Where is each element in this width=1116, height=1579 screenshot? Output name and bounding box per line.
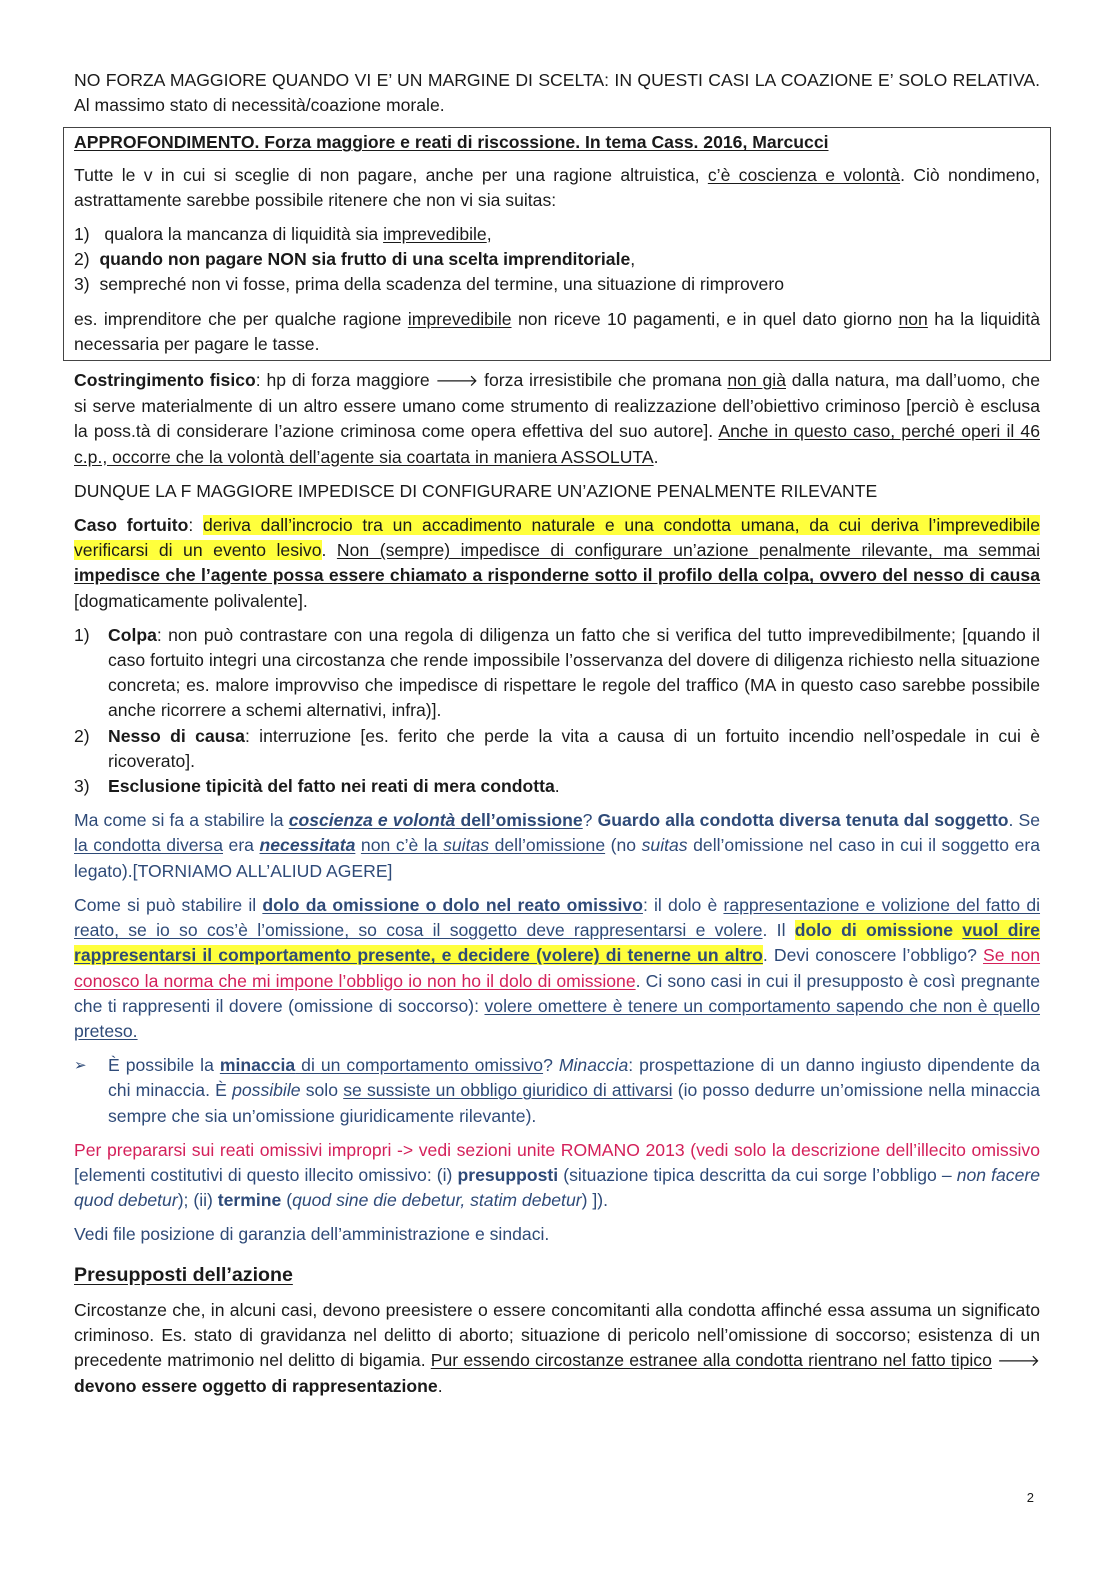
list-item: 3) Esclusione tipicità del fatto nei reati di mera condotta. bbox=[74, 776, 560, 797]
box-list-item: 2) quando non pagare NON sia frutto di una scelta imprenditoriale, bbox=[74, 249, 636, 270]
box-title: APPROFONDIMENTO. Forza maggiore e reati di riscossione. In tema Cass. 2016, Marcucci bbox=[74, 132, 829, 153]
caso-fortuito-paragraph: Caso fortuito: deriva dall’incrocio tra un accadimento naturale e una condotta umana, da cui deriva l’imprevedibile verificarsi di un evento lesivo. Non (sempre) impedisce di configurare un’azione penalmente rilevante, ma semmai impedisce che l’agente possa essere chiamato a risponderne sotto il profilo della colpa, ovvero del nesso di causa [dogmaticamente polivalente]. bbox=[74, 515, 1040, 611]
dunque-paragraph: DUNQUE LA F MAGGIORE IMPEDISCE DI CONFIGURARE UN’AZIONE PENALMENTE RILEVANTE bbox=[74, 480, 878, 501]
prepararsi-paragraph: Per prepararsi sui reati omissivi impropri -> vedi sezioni unite ROMANO 2013 (vedi solo la descrizione dell’illecito omissivo [elementi costitutivi di questo illecito omissivo: (i) presupposti (situazione tipica descritta da cui sorge l’obbligo – non facere quod debetur); (ii) termine (quod sine die debetur, statim debetur) ]). bbox=[74, 1139, 1040, 1211]
box-list-item: 3) sempreché non vi fosse, prima della scadenza del termine, una situazione di rimprovero bbox=[74, 274, 784, 295]
section-heading: Presupposti dell’azione bbox=[74, 1263, 293, 1286]
omissione-paragraph-2: Come si può stabilire il dolo da omissione o dolo nel reato omissivo: il dolo è rappresentazione e volizione del fatto di reato, se io so cos’è l’omissione, so cosa il soggetto deve rappresentarsi e volere. Il dolo di omissione vuol dire rappresentarsi il comportamento presente, e decidere (volere) di tenerne un altro. Devi conoscere l’obbligo? Se non conosco la norma che mi impone l’obbligo io non ho il dolo di omissione. Ci sono casi in cui il presupposto è così pregnante che ti rappresenti il dovere (omissione di soccorso): volere omettere è tenere un comportamento sapendo che non è quello preteso. bbox=[74, 894, 1041, 1041]
list-item: 1) Colpa: non può contrastare con una regola di diligenza un fatto che si verifica del tutto imprevedibilmente; [quando il caso fortuito integri una circostanza che rende impossibile l’osservanza del dovere di diligenza richiesto nella situazione concreta; es. malore improvviso che impedisce di rispettare le regole del traffico (MA in questo caso sarebbe possibile anche ricorrere a schemi alternativi, infra)]. bbox=[74, 624, 1040, 721]
approfondimento-box bbox=[63, 127, 1051, 361]
arrow-right-icon: 🡒 bbox=[435, 373, 479, 391]
presupposti-paragraph: Circostanze che, in alcuni casi, devono preesistere o essere concomitanti alla condotta affinché essa assuma un significato criminoso. Es. stato di gravidanza nel delitto di aborto; situazione di pericolo nell’omissione di soccorso; esistenza di un precedente matrimonio nel delitto di bigamia. Pur essendo circostanze estranee alla condotta rientrano nel fatto tipico 🡒 devono essere oggetto di rappresentazione. bbox=[74, 1299, 1040, 1397]
bullet-arrow-icon: ➢ bbox=[74, 1057, 87, 1075]
box-list-item: 1) qualora la mancanza di liquidità sia imprevedibile, bbox=[74, 224, 492, 245]
box-paragraph-2: es. imprenditore che per qualche ragione imprevedibile non riceve 10 pagamenti, e in quel dato giorno non ha la liquidità necessaria per pagare le tasse. bbox=[74, 308, 1041, 354]
vedi-paragraph: Vedi file posizione di garanzia dell’amministrazione e sindaci. bbox=[74, 1224, 550, 1245]
arrow-right-icon: 🡒 bbox=[997, 1352, 1040, 1370]
list-item: 2) Nesso di causa: interruzione [es. ferito che perde la vita a causa di un fortuito incendio nell’ospedale in cui è ricoverato]. bbox=[74, 725, 1041, 771]
page-number: 2 bbox=[1026, 1490, 1034, 1505]
costringimento-paragraph: Costringimento fisico: hp di forza maggiore 🡒 forza irresistibile che promana non già dalla natura, ma dall’uomo, che si serve materialmente di un altro essere umano come strumento di realizzazione dell’obiettivo criminoso [perciò è esclusa la poss.tà di considerare l’azione criminosa come opera effettiva del suo autore]. Anche in questo caso, perché operi il 46 c.p., occorre che la volontà dell’agente sia coartata in maniera ASSOLUTA. bbox=[74, 370, 1040, 467]
box-list bbox=[74, 222, 1040, 298]
caso-fortuito-list bbox=[74, 623, 1040, 799]
omissione-paragraph-1: Ma come si fa a stabilire la coscienza e volontà dell’omissione? Guardo alla condotta diversa tenuta dal soggetto. Se la condotta diversa era necessitata non c’è la suitas dell’omissione (no suitas dell’omissione nel caso in cui il soggetto era legato).[TORNIAMO ALL’ALIUD AGERE] bbox=[74, 810, 1040, 881]
box-paragraph-1: Tutte le v in cui si sceglie di non pagare, anche per una ragione altruistica, c’è coscienza e volontà. Ciò nondimeno, astrattamente sarebbe possibile ritenere che non vi sia suitas: bbox=[74, 164, 1040, 210]
intro-paragraph: NO FORZA MAGGIORE QUANDO VI E’ UN MARGINE DI SCELTA: IN QUESTI CASI LA COAZIONE E’ SOLO RELATIVA. Al massimo stato di necessità/coazione morale. bbox=[74, 70, 1040, 116]
minaccia-bullet: ➢ È possibile la minaccia di un comportamento omissivo? Minaccia: prospettazione di un danno ingiusto dipendente da chi minaccia. È possibile solo se sussiste un obbligo giuridico di attivarsi (io posso dedurre un’omissione nella minaccia sempre che sia un’omissione giuridicamente rilevante). bbox=[74, 1055, 1041, 1126]
